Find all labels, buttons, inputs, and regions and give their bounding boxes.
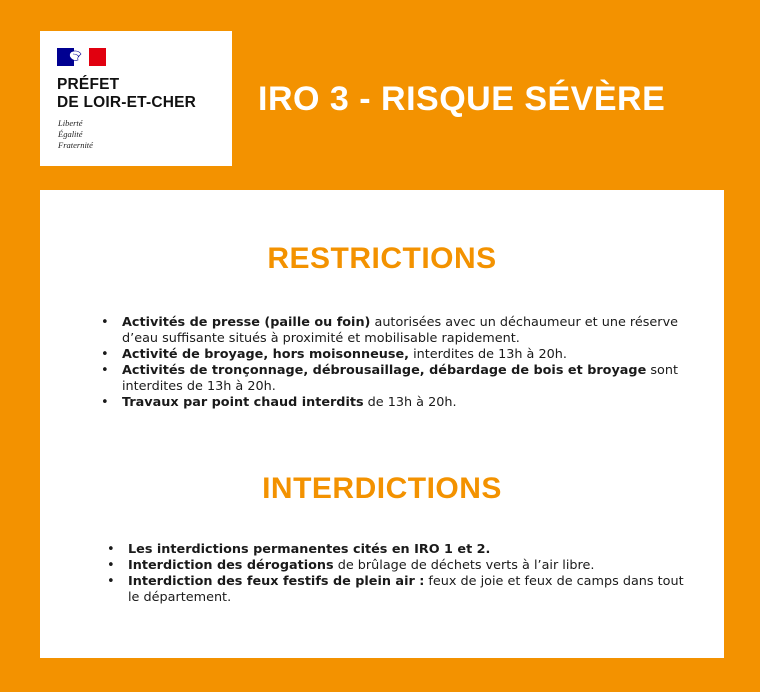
list-item [128, 542, 688, 558]
item-text: sont interdites de 13h à 20h. [122, 363, 678, 394]
list-item [122, 363, 678, 395]
prefecture-logo [40, 31, 232, 166]
list-item [122, 347, 678, 363]
motto-liberte: Liberté [58, 118, 83, 128]
interdictions-heading: INTERDICTIONS [262, 472, 502, 505]
item-text: de 13h à 20h. [363, 395, 457, 410]
list-item [128, 574, 688, 606]
logo-department: DE LOIR-ET-CHER [57, 94, 197, 111]
restrictions-list [122, 315, 678, 411]
list-item [122, 315, 678, 347]
item-bold: Activités de tronçonnage, débrousaillage, débardage de bois et broyage [122, 363, 647, 378]
item-text: interdites de 13h à 20h. [409, 347, 567, 362]
marianne-flag-icon [57, 48, 106, 66]
item-text: autorisées avec un déchaumeur et une réserve d’eau suffisante situés à proximité et mobilisable rapidement. [122, 315, 679, 346]
item-bold: Interdiction des feux festifs de plein air : [128, 574, 425, 589]
item-bold: Activité de broyage, hors moisonneuse, [122, 347, 410, 362]
list-item [128, 558, 688, 574]
page-title: IRO 3 - RISQUE SÉVÈRE [258, 80, 666, 118]
item-bold: Interdiction des dérogations [128, 558, 334, 573]
item-bold: Travaux par point chaud interdits [122, 395, 364, 410]
item-text: de brûlage de déchets verts à l’air libre. [333, 558, 595, 573]
content-panel [40, 190, 724, 658]
item-bold: Les interdictions permanentes cités en IRO 1 et 2. [128, 542, 491, 557]
motto-fraternite: Fraternité [58, 140, 93, 150]
interdictions-list [128, 542, 688, 606]
item-text: feux de joie et feux de camps dans tout le département. [128, 574, 684, 605]
logo-prefet: PRÉFET [57, 76, 120, 93]
restrictions-heading: RESTRICTIONS [267, 242, 497, 275]
list-item [122, 395, 678, 411]
motto-egalite: Égalité [58, 129, 83, 139]
item-bold: Activités de presse (paille ou foin) [122, 315, 371, 330]
